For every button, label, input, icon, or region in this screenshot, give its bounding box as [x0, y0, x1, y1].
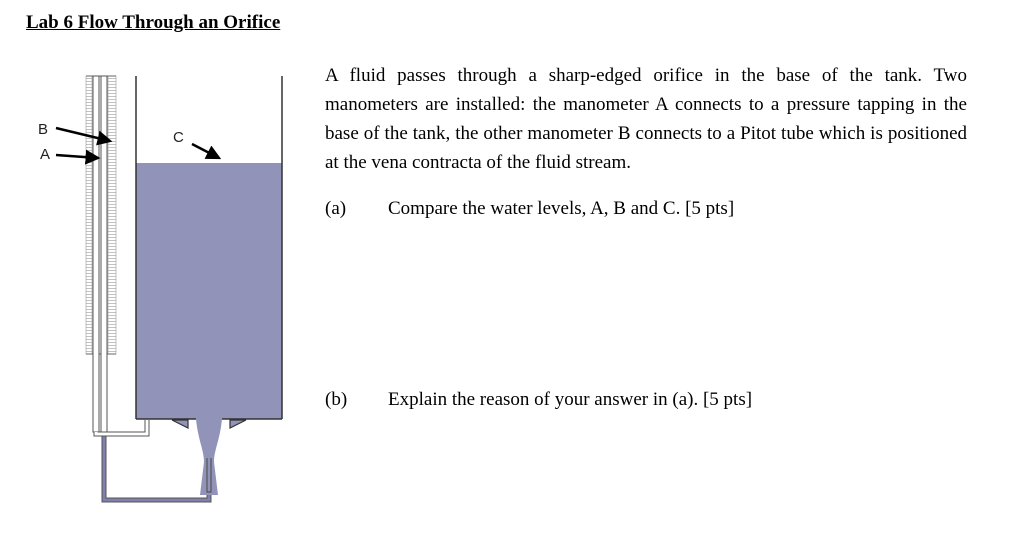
- question-b-number: (b): [325, 389, 348, 410]
- page-title: Lab 6 Flow Through an Orifice: [26, 12, 281, 33]
- manometer-tubes: [93, 76, 107, 432]
- tank-water: [136, 163, 282, 419]
- pitot-connection-pipe: [104, 432, 209, 500]
- question-a-text: Compare the water levels, A, B and C. [5 pts]: [388, 198, 735, 219]
- question-a-number: (a): [325, 198, 347, 219]
- question-b-text: Explain the reason of your answer in (a). [5 pts]: [388, 389, 753, 410]
- label-b: B: [38, 121, 49, 138]
- arrow-c: [192, 144, 219, 158]
- fluid-jet: [196, 419, 222, 495]
- problem-paragraph: A fluid passes through a sharp-edged orifice in the base of the tank. Two manometers are installed: the manometer A connects to a pressure tapping in the base of the tank, the other manometer B connects to a Pitot tube which is positioned at the vena contracta of the fluid stream.: [325, 65, 967, 173]
- label-a: A: [40, 146, 51, 163]
- label-c: C: [173, 129, 184, 146]
